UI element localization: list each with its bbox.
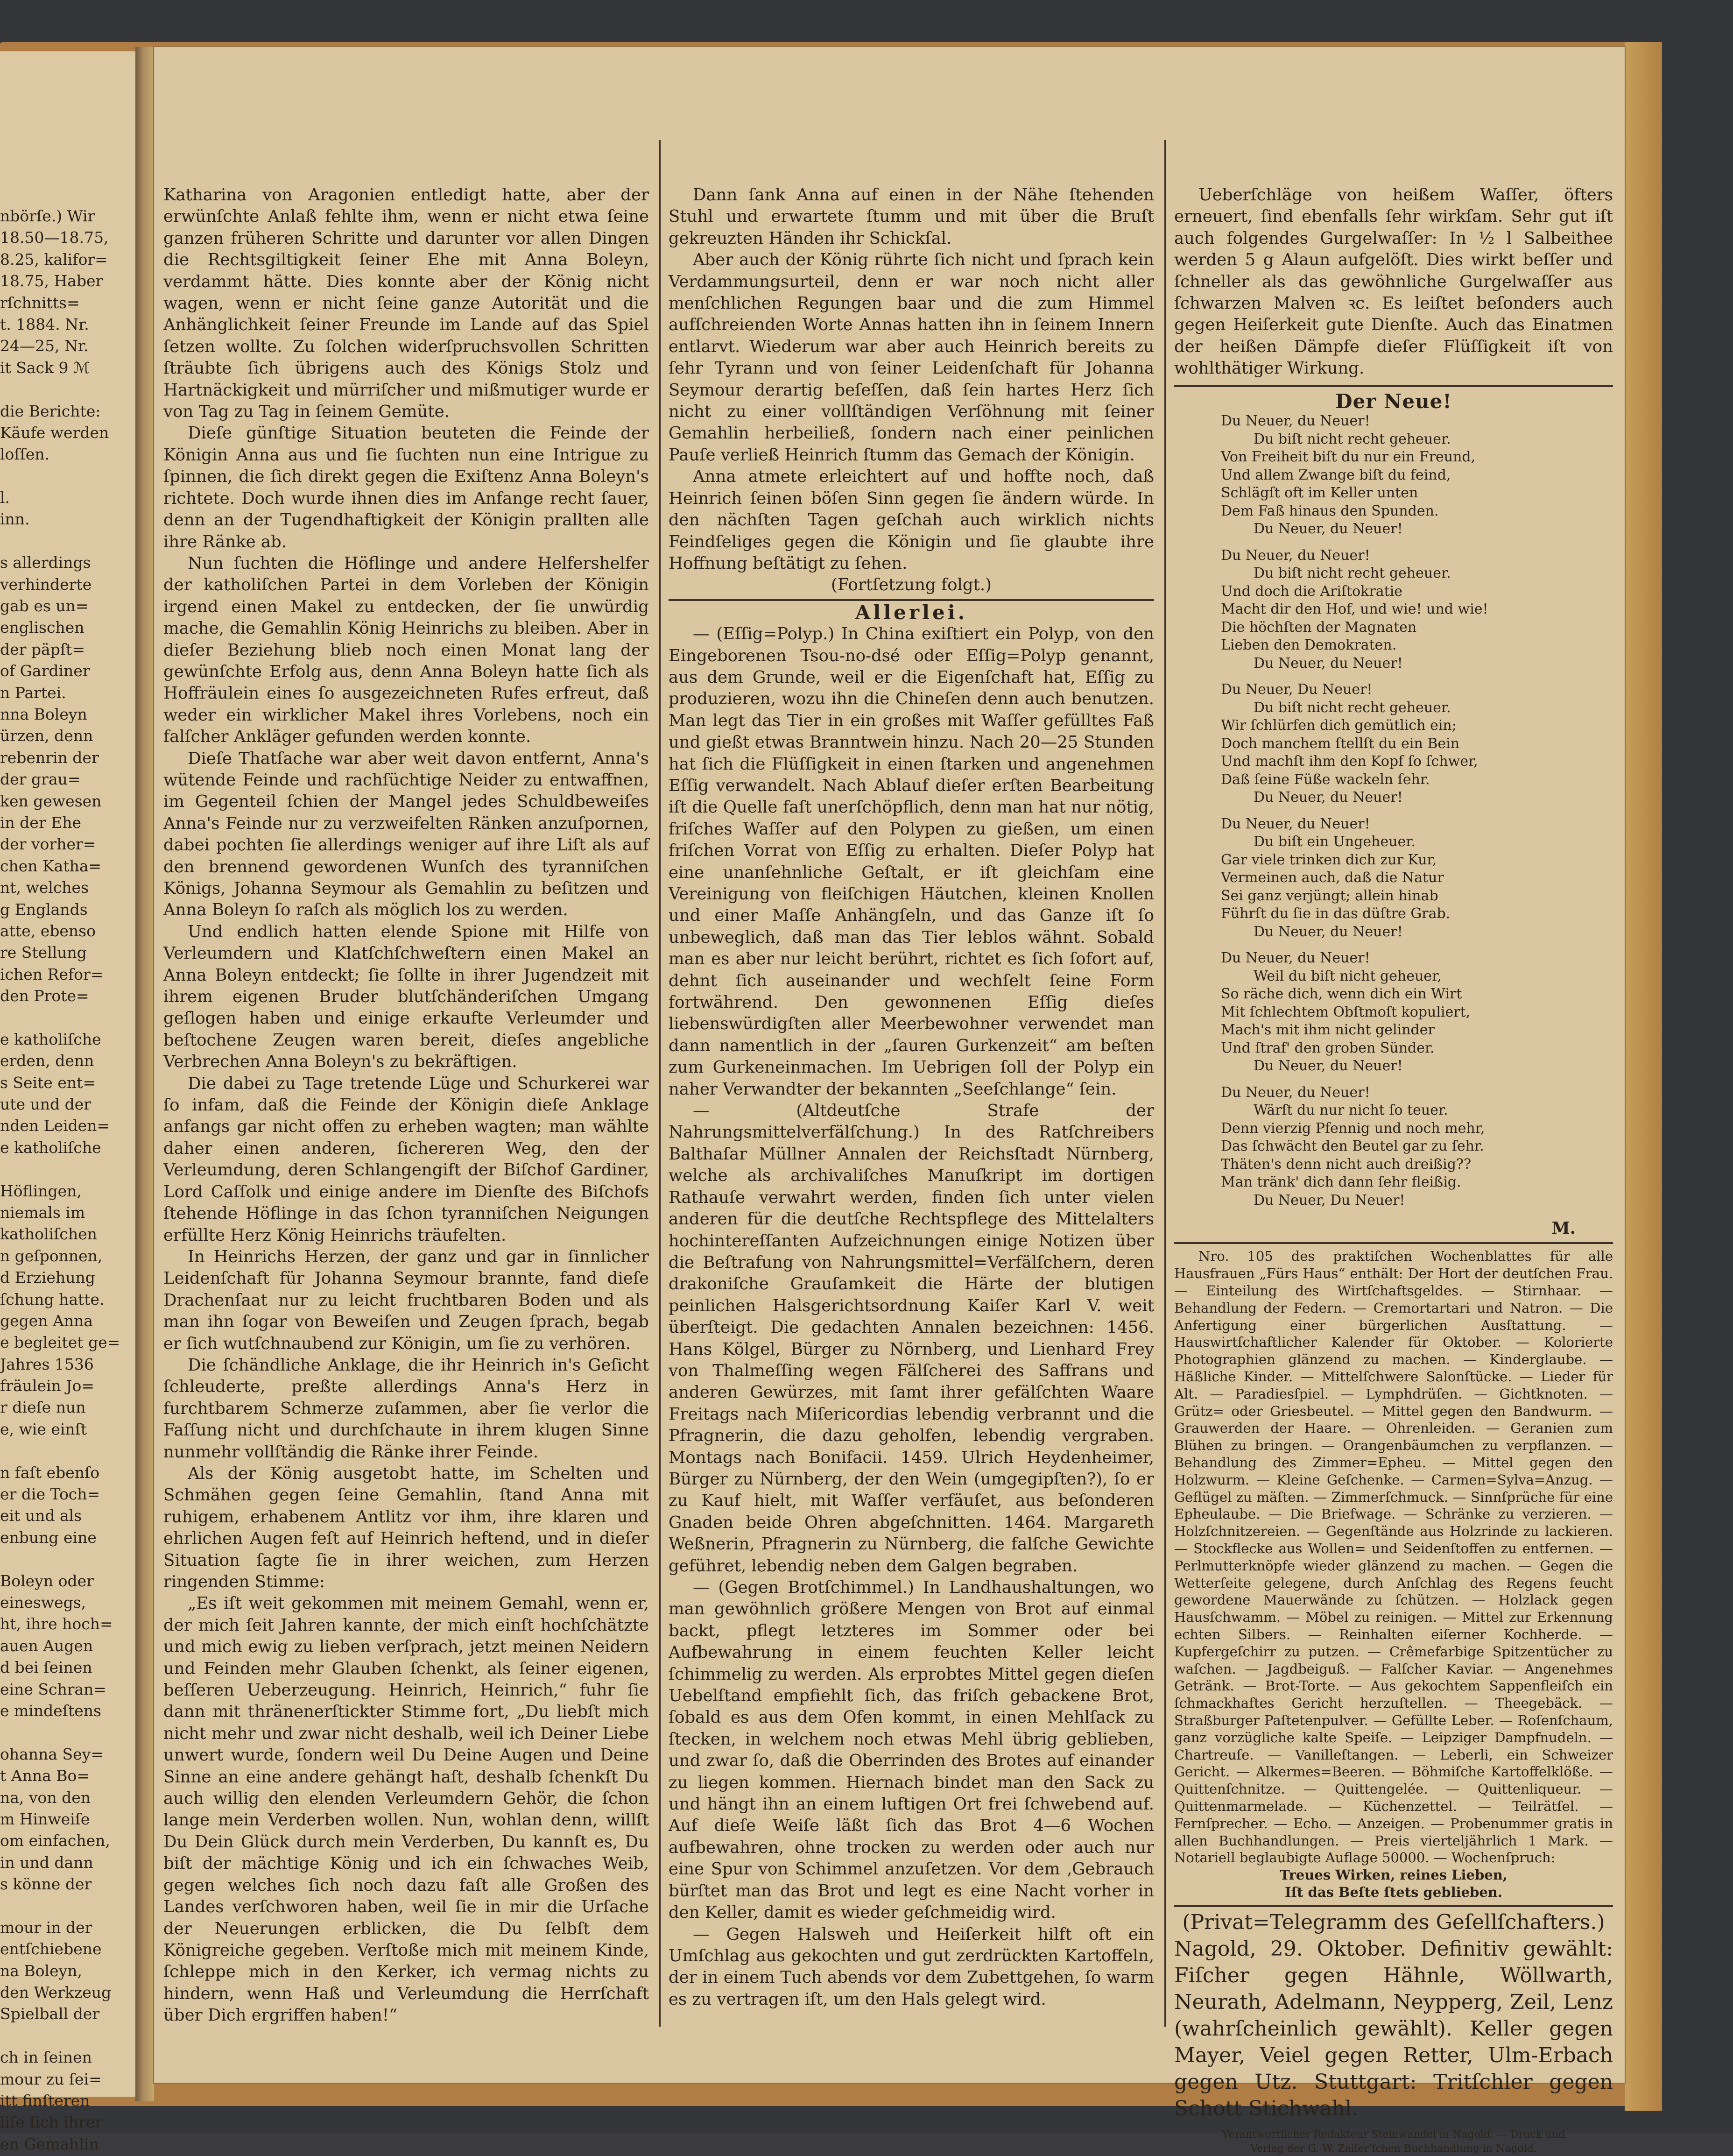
fragment-line: 18.75, Haber [0,272,103,290]
poem-stanza [1221,1084,1613,1210]
fragment-line: den Werkzeug [0,1983,112,2002]
poem-line: Und machſt ihm den Kopf ſo ſchwer, [1221,753,1478,770]
fragment-line: of Gardiner [0,662,90,680]
column-3 [1174,184,1613,2156]
poem-line: Mach's mit ihm nicht gelinder [1221,1022,1435,1039]
fragment-line: der vorher= [0,835,96,854]
fragment-line: ch in ſeinen [0,2048,92,2067]
poem-line: Du Neuer, du Neuer! [1254,655,1403,672]
fragment-line: Käufe werden [0,423,109,442]
fragment-line [0,530,131,552]
fragment-line: m Hinweiſe [0,1810,90,1828]
fragment-line: nbörſe.) Wir [0,207,95,225]
story-paragraph: Dieſe günſtige Situation beuteten die Feinde der Königin Anna aus und ſie ſuchten nun eine Intrigue zu ſpinnen, die ſich direkt gegen die Exiſtenz Anna Boleyn's richtete. Doch wurde ihnen dies im Anfange recht ſauer, denn an der Tugendhaftigkeit der Königin prallten alle ihre Ränke ab. [163,424,649,551]
poem-line: Du biſt nicht recht geheuer. [1254,565,1451,582]
poem-line: Du Neuer, Du Neuer! [1254,1192,1405,1209]
fragment-line: e katholiſche [0,1138,101,1157]
gargle-text: Ueberſchläge von heißem Waſſer, öfters erneuert, ſind ebenfalls ſehr wirkſam. Sehr gut iſt auch folgendes Gurgelwaſſer: In ½ l Salbeithee werden 5 g Alaun aufgelöſt. Dies wirkt beſſer und ſchneller als das gewöhnliche Gurgelwaſſer aus ſchwarzen Malven ꝛc. Es leiſtet beſonders auch gegen Heiſerkeit gute Dienſte. Auch das Einatmen der heißen Dämpfe dieſer Flüſſigkeit iſt von wohlthätiger Wirkung. [1174,185,1613,378]
fragment-line: chen Katha= [0,856,102,875]
fragment-line: liſe ſich ihrer [0,2113,103,2132]
fragment-line: 8.25, kalifor= [0,250,108,269]
fragment-line: ichen Refor= [0,965,104,983]
story-paragraph: Aber auch der König rührte ſich nicht und ſprach kein Verdammungsurteil, denn er war noch nicht aller menſchlichen Regungen baar und die zum Himmel aufſchreienden Worte Annas hatten ihn in ſeinem Innern entlarvt. Wiederum war aber auch Heinrich bereits zu ſehr Tyrann und von ſeiner Leidenſchaft für Johanna Seymour derartig beſeſſen, daß ſein hartes Herz ſich nicht zu einer vollſtändigen Verſöhnung mit ſeiner Gemahlin herbeiließ, ſondern nach einer peinlichen Pauſe verließ Heinrich ſtumm das Gemach der Königin. [669,250,1154,465]
poem-line: Doch manchem ſtellſt du ein Bein [1221,735,1460,752]
poem-line: Du Neuer, du Neuer! [1221,1084,1370,1101]
fragment-line: n Partei. [0,683,66,702]
fragment-line: rebenrin der [0,748,99,767]
fragment-line: rſchnitts= [0,293,80,312]
fragment-line: e katholiſche [0,1030,101,1048]
fragment-line: n geſponnen, [0,1246,103,1265]
story-paragraph: Dieſe Thatſache war aber weit davon entfernt, Anna's wütende Feinde und rachſüchtige Neider zu entwaffnen, im Gegenteil ſchien der Mangel jedes Schuldbeweiſes Anna's Feinde nur zu verzweifelten Ränken anzuſpornen, dabei pochten ſie allerdings weniger auf ihre Liſt als auf den brennend gewordenen Wunſch des tyranniſchen Königs, Johanna Seymour als Gemahlin zu beſitzen und Anna Boleyn ſo raſch als möglich los zu werden. [163,749,649,920]
poem-line: Du Neuer, Du Neuer! [1221,681,1373,698]
poem-line: Dem Faß hinaus den Spunden. [1221,502,1439,519]
miscellany-item: — (Altdeutſche Strafe der Nahrungsmittelverfälſchung.) In des Ratſchreibers Balthaſar Müllner Annalen der Reichsſtadt Nürnberg, welche als archivaliſches Manuſkript im dortigen Rathauſe verwahrt werden, finden ſich unter vielen anderen für die deutſche Rechtspflege des Mittelalters hochintereſſanten Aufzeichnungen einige Notizen über die Beſtrafung von Nahrungsmittel=Verfälſchern, deren drakoniſche Grauſamkeit die Härte der blutigen peinlichen Halsgerichtsordnung Kaiſer Karl V. weit überſteigt. Die gedachten Annalen bezeichnen: 1456. Hans Kölgel, Bürger zu Nörnberg, und Lienhard Frey von Thalmeſſing wegen Fälſcherei des Saffrans und anderen Gewürzes, mit ſamt ihrer gefälſchten Waare Freitags nach Miſericordias lebendig verbrannt und die Pfragnerin, die dazu geholfen, lebendig vergraben. Montags nach Bonifacii. 1459. Ulrich Heydenheimer, Bürger zu Nürnberg, der den Wein (umgegipſten?), ſo er zu Kauf hielt, mit Waſſer verfäuſet, aus beſonderen Gnaden beide Ohren abgeſchnitten. 1464. Margareth Weßnerin, Pfragnerin zu Nürnberg, die falſche Gewichte geführet, lebendig neben dem Galgen begraben. [669,1101,1154,1576]
fragment-line: den Prote= [0,987,89,1005]
fragment-line: e begleitet ge= [0,1333,120,1352]
poem-line: Sei ganz verjüngt; allein hinab [1221,887,1438,904]
fragment-line: 24—25, Nr. [0,337,89,355]
fragment-line: s allerdings [0,553,91,572]
poem-signature: M. [1551,1219,1576,1238]
column-2 [669,184,1154,2010]
fragment-line: s Seite ent= [0,1073,96,1092]
fragment-line: t Anna Bo= [0,1767,90,1785]
fragment-line: eineswegs, [0,1593,86,1612]
fragment-line [0,1007,131,1028]
fragment-line: ute und der [0,1095,92,1114]
story-paragraph: Anna atmete erleichtert auf und hoffte noch, daß Heinrich ſeinen böſen Sinn gegen ſie ändern würde. In den nächſten Tagen geſchah auch wirklich nichts Feindſeliges gegen die Königin und ſie glaubte ihre Hoffnung beſtätigt zu ſehen. [669,467,1154,573]
fragment-line: der grau= [0,770,81,789]
fragment-line: n faſt ebenſo [0,1463,100,1482]
continuation-note: (Fortſetzung folgt.) [831,575,992,595]
poem-line: Du Neuer, du Neuer! [1221,547,1370,564]
fragment-line: atte, ebenso [0,921,96,940]
fragment-line: it Sack 9 ℳ [0,358,90,377]
fragment-line: d Erziehung [0,1268,95,1287]
story-paragraph: „Es iſt weit gekommen mit meinem Gemahl, wenn er, der mich ſeit Jahren kannte, der mich einſt hochſchätzte und mich ewig zu lieben verſprach, jetzt meinen Neidern und Feinden mehr Glauben ſchenkt, als ſeiner eigenen, beſſeren Ueberzeugung. Heinrich, Heinrich,“ fuhr ſie dann mit thränenerſtickter Stimme fort, „Du liebſt mich nicht mehr und zwar nicht deshalb, weil ich Deiner Liebe unwert wurde, ſondern weil Du Deine Augen und Deine Sinne an eine andere gehängt haſt, deshalb ſchenkſt Du auch willig den elenden Verleumdern Gehör, die ſchon lange mein Verderben wollen. Nun, wohlan denn, willſt Du Dein Glück durch mein Verderben, Du kannſt es, Du biſt der mächtige König und ich ein ſchwaches Weib, gegen welches ſich noch dazu faſt alle Großen des Landes verſchworen haben, weil ſie in mir die Urſache der Neuerungen erblicken, die Du ſelbſt dem Königreiche gegeben. Verſtoße mich mit meinem Kinde, ſchleppe mich in den Kerker, ich vermag nichts zu hindern, wenn Haß und Verleumdung die Herrſchaft über Dich ergriffen haben!“ [163,1594,649,2025]
poem-line: Du Neuer, du Neuer! [1254,923,1403,940]
poem-line: Man tränk' dich dann ſehr fleißig. [1221,1174,1461,1191]
poem-stanza [1221,547,1613,673]
poem-stanza [1221,949,1613,1075]
story-paragraph: Dann ſank Anna auf einen in der Nähe ſtehenden Stuhl und erwartete ſtumm und mit über die Bruſt gekreuzten Händen ihr Schickſal. [669,185,1154,248]
poem-line: Schlägſt oft im Keller unten [1221,485,1418,502]
miscellany-item: — Gegen Halsweh und Heiſerkeit hilft oft ein Umſchlag aus gekochten und gut zerdrückten Kartoffeln, der in einem Tuch abends vor dem Zubettgehen, ſo warm es zu vertragen iſt, um den Hals gelegt wird. [669,1924,1154,2009]
fragment-line: er die Toch= [0,1485,100,1504]
fragment-line: om einfachen, [0,1831,110,1850]
fragment-line: re Stellung [0,943,87,962]
miscellany-item: — (Gegen Brotſchimmel.) In Landhaushaltungen, wo man gewöhnlich größere Mengen von Brot auf einmal backt, pflegt letzteres im Sommer oder bei Aufbewahrung in einem feuchten Keller leicht ſchimmelig zu werden. Als erprobtes Mittel gegen dieſen Uebelſtand empfiehlt ſich, das friſch gebackene Brot, ſobald es aus dem Ofen kommt, in einen Mehlſack zu ſtecken, in welchem noch etwas Mehl übrig geblieben, und zwar ſo, daß die Oberrinden des Brotes auf einander zu liegen kommen. Hiernach bindet man den Sack zu und hängt ihn an einem luftigen Ort frei ſchwebend auf. Auf dieſe Weiſe läßt ſich das Brot 4—6 Wochen aufbewahren, ohne trocken zu werden oder auch nur eine Spur von Schimmel anzuſetzen. Vor dem ‚Gebrauch bürſtet man das Brot und legt es eine Nacht vorher in den Keller, damit es wieder geſchmeidig wird. [669,1578,1154,1923]
fragment-line: ürzen, denn [0,727,93,745]
book-gutter [135,47,154,2101]
fragment-line: mour zu ſei= [0,2070,102,2088]
story-paragraph: Und endlich hatten elende Spione mit Hilfe von Verleumdern und Klatſchſchweſtern einen Makel an Anna Boleyn entdeckt; ſie ſollte in ihrer Jugendzeit mit ihrem eigenen Bruder blutſchänderiſchen Umgang geſlogen haben und einige erkaufte Verleumder und beſtochene Zeugen waren bereit, dieſes angebliche Verbrechen Anna Boleyn's zu bekräftigen. [163,922,649,1072]
poem-stanza [1221,681,1613,807]
poem-line: Führſt du ſie in das düſtre Grab. [1221,905,1451,922]
fragment-line [0,1440,131,1462]
fragment-line [0,1722,131,1743]
poem-line: Und doch die Ariſtokratie [1221,583,1402,600]
section-title: Allerlei. [855,601,968,624]
poem-title: Der Neue! [1335,389,1452,413]
poem-line: Wir ſchlürfen dich gemütlich ein; [1221,717,1457,734]
column-1-serial-story [163,184,649,2027]
poem-line: Thäten's denn nicht auch dreißig?? [1221,1156,1472,1173]
fragment-line [0,1895,131,1916]
story-paragraph: In Heinrichs Herzen, der ganz und gar in ſinnlicher Leidenſchaft für Johanna Seymour brannte, fand dieſe Drachenſaat nur zu leicht fruchtbaren Boden und als man ihn ſogar von Beweiſen und Zeugen ſprach, begab er ſich wutſchnaubend zur Königin, um ſie zu verhören. [163,1247,649,1353]
telegram-text: Nagold, 29. Oktober. Definitiv gewählt: Fiſcher gegen Hähnle, Wöllwarth, Neurath, Adelmann, Neypperg, Zeil, Lenz (wahrſcheinlich gewählt). Keller gegen Mayer, Veiel gegen Retter, Ulm-Erbach gegen Utz. Stuttgart: Tritſchler gegen Schott Stichwahl. [1174,1937,1613,2121]
fragment-line: e, wie einſt [0,1420,87,1438]
story-paragraph: Nun ſuchten die Höflinge und andere Helfershelfer der katholiſchen Partei in dem Vorleben der Königin irgend einen Makel zu entdecken, der ſie unwürdig mache, die Gemahlin König Heinrichs zu bleiben. Aber in dieſer Beziehung blieb noch einen Monat lang der gewünſchte Erfolg aus, denn Anna Boleyn hatte ſich als Hoffräulein eines ſo ausgezeichneten Rufes erfreut, daß weder ein wirklicher Makel ihres Vorlebens, noch ein falſcher Ankläger gefunden werden konnte. [163,553,649,747]
column-rule-2 [1164,140,1166,2027]
fragment-line: d bei ſeinen [0,1658,92,1677]
fragment-line: gegen Anna [0,1311,93,1330]
story-ending [669,184,1154,574]
fragment-line: ken gewesen [0,792,102,810]
poem-line: Mit ſchlechtem Obſtmoſt kopuliert, [1221,1004,1471,1020]
poem-line: Denn vierzig Pfennig und noch mehr, [1221,1120,1485,1137]
fragment-line: englischen [0,618,85,637]
fragment-line: ohanna Sey= [0,1745,104,1763]
miscellany-items [669,623,1154,2010]
poem-line: Daß ſeine Füße wackeln ſehr. [1221,771,1430,788]
fragment-line: Jahres 1536 [0,1355,94,1373]
poem-stanza [1221,815,1613,941]
fragment-line: e mindeſtens [0,1701,101,1720]
fragment-line: eit und als [0,1506,82,1525]
fragment-line: die Berichte: [0,402,101,420]
story-paragraph: Katharina von Aragonien entledigt hatte, aber der erwünſchte Anlaß fehlte ihm, wenn er nicht etwa ſeine ganzen früheren Schritte und darunter vor allen Dingen die Rechtsgiltigkeit ſeiner Ehe mit Anna Boleyn, verdammt hätte. Dies konnte aber der König nicht wagen, wenn er nicht ſeine ganze Autorität und die Anhänglichkeit ſeiner Freunde im Lande auf das Spiel ſetzen wollte. Zu ſolchen widerſpruchsvollen Schritten ſträubte ſich übrigens auch des Königs Stolz und Hartnäckigkeit und mürriſcher und mißmutiger wurde er von Tag zu Tag in ſeinem Gemüte. [163,185,649,422]
fragment-line: mour in der [0,1918,92,1937]
fragment-line: Spielball der [0,2005,100,2023]
fragment-line: ſchung hatte. [0,1290,105,1308]
poem-divider-top [1174,385,1613,387]
poem-line: Das ſchwächt den Beutel gar zu ſehr. [1221,1138,1484,1155]
fragment-line: na, von den [0,1788,91,1807]
imprint-divider [1174,2125,1613,2126]
poem-line: Du biſt ein Ungeheuer. [1254,834,1416,850]
poem-line: Du biſt nicht recht geheuer. [1254,699,1451,716]
imprint-line-2: Verlag der G. W. Zaiſer'ſchen Buchhandlung in Nagold. [1250,2142,1537,2155]
fragment-line [0,379,131,400]
fragment-line: l. [0,488,10,507]
story-paragraph: Die ſchändliche Anklage, die ihr Heinrich in's Geſicht ſchleuderte, preßte allerdings Anna's Herz in furchtbarem Schmerze zuſammen, aber ſie verlor die Faſſung nicht und durchſchaute in ihrem klugen Sinne nunmehr vollſtändig die Ränke ihrer Feinde. [163,1355,649,1462]
story-paragraph: Als der König ausgetobt hatte, im Schelten und Schmähen gegen ſeine Gemahlin, ſtand Anna mit ruhigem, erhabenem Antlitz vor ihm, ihre klaren und ehrlichen Augen feſt auf Heinrich heftend, und in dieſer Situation ſagte ſie in ihrer weichen, zum Herzen ringenden Stimme: [163,1463,649,1591]
fragment-line: niemals im [0,1203,85,1222]
telegram-divider [1174,1905,1613,1907]
fragment-line: eine Schran= [0,1680,107,1698]
fragment-line [0,1548,131,1570]
newspaper-page [154,47,1625,2155]
ad-motto-2: Iſt das Beſte ſtets geblieben. [1285,1884,1502,1900]
fragment-line: 18.50—18.75, [0,228,109,247]
fragment-line: inn. [0,510,30,529]
ad-text: Nro. 105 des praktiſchen Wochenblattes für alle Hausfrauen „Fürs Haus“ enthält: Der Hort der deutſchen Frau. — Einteilung des Wirtſchaftsgeldes. — Stirnhaar. — Behandlung der Federn. — Cremortartari und Natron. — Die Anfertigung einer bürgerlichen Ausſtattung. — Hauswirtſchaftlicher Kalender für Oktober. — Kolorierte Photographien glänzend zu machen. — Kinderglaube. — Häßliche Kinder. — Mittelſchwere Salonſtücke. — Lieder für Alt. — Paradiesſpiel. — Lymphdrüſen. — Gichtknoten. — Grütz= oder Griesbeutel. — Mittel gegen den Bandwurm. — Grauwerden der Haare. — Ohrenleiden. — Geranien zum Blühen zu bringen. — Orangenbäumchen zu verpflanzen. — Behandlung des Zimmer=Epheu. — Mittel gegen den Holzwurm. — Kleine Geſchenke. — Carmen=Sylva=Anzug. — Geflügel zu mäſten. — Zimmerſchmuck. — Sinnſprüche für eine Epheulaube. — Die Briefwage. — Schränke zu verzieren. — Holzſchnitzereien. — Gegenſtände aus Holzrinde zu lackieren. — Stockflecke aus Wollen= und Seidenſtoffen zu entfernen. — Perlmutterknöpfe wieder glänzend zu machen. — Gegen die Wetterſeite gelegene, durch Anſchlag des Regens feucht gewordene Mauerwände zu ſchützen. — Holzlack gegen Hausſchwamm. — Möbel zu reinigen. — Mittel zur Erkennung echten Silbers. — Reinhalten eiſerner Kochherde. — Kupfergeſchirr zu putzen. — Crêmefarbige Spitzentücher zu waſchen. — Jagdbeiguß. — Falſcher Kaviar. — Angenehmes Getränk. — Brot-Torte. — Aus gekochtem Sappenfleiſch ein ſchmackhaftes Gericht herzuſtellen. — Theegebäck. — Straßburger Paſtetenpulver. — Gefüllte Leber. — Roſenſchaum, ganz vorzügliche kalte Speiſe. — Leipziger Dampfnudeln. — Chartreuſe. — Vanilleſtangen. — Leberli, ein Schweizer Gericht. — Alkermes=Beeren. — Böhmiſche Kartoffelklöße. — Quittenſchnitze. — Quittengelée. — Quittenliqueur. — Quittenmarmelade. — Küchenzettel. — Teilrätſel. — Fernſprecher. — Echo. — Anzeigen. — Probenummer gratis in allen Buchhandlungen. — Preis vierteljährlich 1 Mark. — Notariell beglaubigte Auflage 50000. — Wochenſpruch: [1174,1248,1613,1866]
fragment-line: katholiſchen [0,1225,97,1244]
poem-line: So räche dich, wenn dich ein Wirt [1221,986,1462,1003]
poem [1174,412,1613,1209]
fragment-line: verhinderte [0,575,92,594]
poem-line: Vermeinen auch, daß die Natur [1221,869,1444,886]
story-paragraph: Die dabei zu Tage tretende Lüge und Schurkerei war ſo infam, daß die Feinde der Königin dieſe Anklage anfangs gar nicht offen zu erheben wagten; man wählte daher einen anderen, ſichereren Weg, den der Verleumdung, deren Schlangengift der Biſchof Gardiner, Lord Caſſolk und einige andere im Dienſte des Biſchofs ſtehende Höflinge in das ſchon tyranniſchen Neigungen erfüllte Herz König Heinrichs träufelten. [163,1074,649,1245]
poem-line: Du Neuer, du Neuer! [1221,815,1370,832]
imprint-line-1: Verantwortlicher Redakteur Steinwandel in Nagold. — Druck und [1222,2128,1565,2141]
poem-line: Wärſt du nur nicht ſo teuer. [1254,1102,1448,1119]
poem-line: Du Neuer, du Neuer! [1221,413,1370,430]
poem-line: Du Neuer, du Neuer! [1254,1058,1403,1074]
fragment-line [0,466,131,487]
right-binding-edge [1625,42,1662,2111]
poem-line: Du Neuer, du Neuer! [1254,521,1403,537]
poem-line: Und allem Zwange biſt du feind, [1221,467,1451,483]
fragment-line: nden Leiden= [0,1117,110,1135]
fragment-line: der päpſt= [0,640,85,658]
left-page-fragment [0,205,131,2155]
fragment-line [0,2025,131,2047]
poem-line: Du biſt nicht recht geheuer. [1254,431,1451,447]
fragment-line: s könne der [0,1875,92,1894]
ad-divider [1174,1242,1613,1244]
poem-line: Die höchſten der Magnaten [1221,619,1417,636]
fragment-line: erden, denn [0,1052,94,1070]
poem-line: Von Freiheit biſt du nur ein Freund, [1221,449,1476,466]
fragment-line: nt, welches [0,878,89,897]
poem-line: Du Neuer, du Neuer! [1221,950,1370,967]
fragment-line: fräulein Jo= [0,1377,95,1395]
fragment-line: in und dann [0,1853,93,1872]
fragment-line: Höflingen, [0,1181,82,1200]
fragment-line: na Boleyn, [0,1961,83,1980]
fragment-line: r dieſe nun [0,1398,86,1417]
fragment-line: enbung eine [0,1528,97,1547]
fragment-line: g Englands [0,900,88,919]
fragment-line: ht, ihre hoch= [0,1615,113,1633]
fragment-line: itt finſteren [0,2091,90,2110]
column-rule-1 [659,140,661,2027]
fragment-line: gab es un= [0,597,89,615]
fragment-line: auen Augen [0,1636,93,1655]
fragment-line: loſſen. [0,445,50,464]
fragment-line: Boleyn oder [0,1571,94,1590]
fragment-line: in der Ehe [0,813,82,832]
poem-line: Und ſtraf' den groben Sünder. [1221,1039,1435,1056]
poem-line: Weil du biſt nicht geheuer, [1254,968,1442,984]
fragment-line: entſchiebene [0,1940,102,1958]
poem-line: Gar viele trinken dich zur Kur, [1221,851,1437,868]
fragment-line [0,1159,131,1180]
fragment-line: en Gemahlin [0,2135,99,2153]
telegram-title: (Privat=Telegramm des Geſellſchafters.) [1182,1910,1605,1934]
poem-line: Macht dir den Hof, und wie! und wie! [1221,601,1488,618]
poem-line: Du Neuer, du Neuer! [1254,789,1403,806]
ad-motto-1: Treues Wirken, reines Lieben, [1280,1867,1508,1883]
poem-stanza [1221,412,1613,538]
miscellany-item: — (Eſſig=Polyp.) In China exiſtiert ein Polyp, von den Eingeborenen Tsou-no-dsé oder Eſſig=Polyp genannt, aus dem Grunde, weil er die Eigenſchaft hat, Eſſig zu produzieren, wozu ihn die Chineſen denn auch benutzen. Man legt das Tier in ein großes mit Waſſer gefülltes Faß und gießt etwas Branntwein hinzu. Nach 20—25 Stunden hat ſich die Flüſſigkeit in einen ſtarken und angenehmen Eſſig verwandelt. Nach Ablauf dieſer erſten Bearbeitung iſt die Quelle faſt unerſchöpflich, denn man hat nur nötig, friſches Waſſer auf den Polypen zu gießen, um einen friſchen Vorrat von Eſſig zu erhalten. Dieſer Polyp hat eine unanſehnliche Geſtalt, er iſt gleichſam eine Vereinigung von fleiſchigen Häutchen, kleinen Knollen und einer Maſſe Anhängſeln, und das Ganze iſt ſo unbeweglich, daß man das Tier leblos wähnt. Sobald man es aber nur leicht berührt, richtet es ſich ſofort auf, dehnt ſich auseinander und wechſelt ſeine Form fortwährend. Den gewonnenen Eſſig dieſes liebenswürdigſten aller Meerbewohner verwendet man dann namentlich in der „ſauren Gurkenzeit“ am beſten zum Gurkeneinmachen. Im Uebrigen ſoll der Polyp ein naher Verwandter der bekannten „Seeſchlange“ ſein. [669,624,1154,1099]
left-page [0,51,140,2153]
fragment-line: t. 1884. Nr. [0,315,89,333]
poem-line: Lieben den Demokraten. [1221,637,1397,654]
fragment-line: nna Boleyn [0,705,87,723]
